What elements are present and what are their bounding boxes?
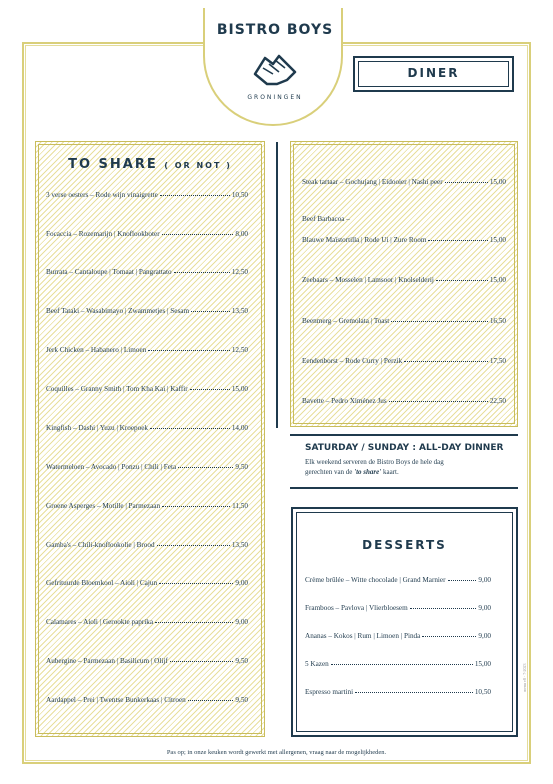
handshake-icon: [249, 44, 301, 90]
to-share-item: [46, 191, 248, 199]
dessert-item-name: Framboos – Pavlova | Vlierbloesem: [305, 604, 408, 612]
mains-item-name: Beenmerg – Gremolata | Toast: [302, 317, 390, 325]
to-share-item-name: Calamares – Aioli | Gerookte paprika: [46, 618, 154, 626]
weekend-line2-post: kaart.: [381, 468, 399, 476]
mains-item-leader: [428, 240, 487, 241]
mains-item: [302, 317, 506, 325]
to-share-item-price: 9,00: [235, 618, 248, 626]
to-share-item-price: 9,50: [235, 463, 248, 471]
mains-item-price: 22,50: [489, 397, 506, 405]
to-share-item-price: 12,50: [231, 346, 248, 354]
mains-item: [302, 357, 506, 365]
to-share-item: [46, 502, 248, 510]
to-share-item-leader: [188, 700, 234, 701]
mains-item-name: Steak tartaar – Gochujang | Eidooier | Nashi peer: [302, 178, 443, 186]
to-share-item-name: Aardappel – Prei | Twentse Bunkerkaas | Citroen: [46, 696, 186, 704]
logo-city: GRONINGEN: [247, 94, 303, 101]
dessert-item-name: 5 Kazen: [305, 660, 329, 668]
mains-item: [302, 276, 506, 284]
to-share-item-name: Burrata – Cantaloupe | Tomaat | Pangrattato: [46, 268, 172, 276]
dessert-item-price: 9,00: [478, 576, 491, 584]
mains-item-leader: [389, 401, 488, 402]
to-share-item-name: Beef Tataki – Wasabimayo | Zwammetjes | Sesam: [46, 307, 190, 315]
diner-title: DINER: [407, 66, 460, 80]
to-share-item: [46, 541, 248, 549]
to-share-item-name: Coquilles – Granny Smith | Tom Kha Kai | Kaffir: [46, 385, 188, 393]
to-share-item-name: Focaccia – Rozemarijn | Knoflookboter: [46, 230, 160, 238]
mains-item-price: 15,00: [489, 276, 506, 284]
mains-item: [302, 178, 506, 186]
to-share-item: [46, 463, 248, 471]
to-share-item-name: Gefrituurde Bloemkool – Aioli | Cajun: [46, 579, 158, 587]
mains-item: [302, 236, 506, 244]
weekend-line2-pre: gerechten van de: [305, 468, 355, 476]
to-share-item-leader: [170, 661, 234, 662]
to-share-item: [46, 696, 248, 704]
to-share-item: [46, 268, 248, 276]
dessert-item-name: Ananas – Kokos | Rum | Limoen | Pinda: [305, 632, 421, 640]
mains-item-leader: [391, 321, 488, 322]
dessert-item: [305, 660, 491, 668]
to-share-item-price: 15,00: [231, 385, 248, 393]
dessert-item-leader: [355, 692, 473, 693]
dessert-item-leader: [422, 636, 476, 637]
to-share-item-leader: [191, 311, 230, 312]
to-share-item-name: Jerk Chicken – Habanero | Limoen: [46, 346, 147, 354]
to-share-item-price: 9,50: [235, 696, 248, 704]
mains-item-leader: [404, 361, 488, 362]
weekend-title: SATURDAY / SUNDAY : ALL-DAY DINNER: [305, 443, 504, 453]
to-share-item-price: 9,50: [235, 657, 248, 665]
to-share-item-leader: [174, 272, 230, 273]
to-share-item: [46, 424, 248, 432]
weekend-line2-emphasis: 'to share': [354, 468, 382, 476]
to-share-item-leader: [155, 622, 233, 623]
to-share-item: [46, 307, 248, 315]
dessert-item-price: 9,00: [478, 604, 491, 612]
allergen-note: Pas op; in onze keuken wordt gewerkt met allergenen, vraag naar de mogelijkheden.: [166, 749, 387, 756]
to-share-item-name: 3 verse oesters – Rode wijn vinaigrette: [46, 191, 158, 199]
mains-item-price: 16,50: [489, 317, 506, 325]
to-share-item-price: 13,50: [231, 307, 248, 315]
to-share-item-price: 9,00: [235, 579, 248, 587]
to-share-item: [46, 657, 248, 665]
to-share-item-name: Groene Asperges – Motille | Parmezaan: [46, 502, 161, 510]
dessert-item: [305, 576, 491, 584]
to-share-title: [35, 157, 265, 172]
logo-title: BISTRO BOYS: [216, 22, 334, 38]
weekend-rule-bottom: [290, 487, 518, 489]
to-share-item: [46, 618, 248, 626]
dessert-item-price: 9,00: [478, 632, 491, 640]
to-share-item-price: 11,50: [232, 502, 248, 510]
mains-item-name: Beef Barbacoa –: [302, 215, 350, 223]
mains-item-price: 17,50: [489, 357, 506, 365]
mains-item-name: Zeebaars – Mosselen | Lamsoor | Knolselderij: [302, 276, 434, 284]
to-share-item: [46, 346, 248, 354]
to-share-item-leader: [162, 234, 234, 235]
to-share-item-price: 13,50: [231, 541, 248, 549]
to-share-item-leader: [157, 545, 230, 546]
to-share-item: [46, 385, 248, 393]
to-share-item-price: 12,50: [231, 268, 248, 276]
to-share-item-name: Kingfish – Dashi | Yuzu | Kroepoek: [46, 424, 149, 432]
desserts-title: DESSERTS: [362, 538, 447, 552]
diner-header-box: [353, 56, 514, 92]
to-share-item-leader: [150, 428, 230, 429]
to-share-item: [46, 579, 248, 587]
mains-item-name: Eendenborst – Rode Curry | Perzik: [302, 357, 403, 365]
dessert-item: [305, 688, 491, 696]
to-share-subtitle: ( OR NOT ): [164, 161, 232, 170]
column-divider: [276, 142, 278, 428]
dessert-item-price: 15,00: [474, 660, 491, 668]
to-share-item-leader: [162, 506, 230, 507]
dessert-item: [305, 604, 491, 612]
weekend-text: [305, 457, 515, 477]
to-share-item-price: 10,50: [231, 191, 248, 199]
to-share-item-leader: [159, 583, 233, 584]
dessert-item-leader: [410, 608, 477, 609]
mains-item-name: Bavette – Pedro Ximénez Jus: [302, 397, 387, 405]
mains-item-leader: [436, 280, 488, 281]
mains-item-price: 15,00: [489, 178, 506, 186]
logo-arch: [203, 8, 343, 126]
dessert-item-name: Crème brûlée – Witte chocolade | Grand Marnier: [305, 576, 446, 584]
to-share-item-leader: [178, 467, 233, 468]
to-share-item-leader: [148, 350, 230, 351]
dessert-item-price: 10,50: [474, 688, 491, 696]
mains-item: [302, 215, 506, 223]
to-share-item-price: 8,00: [235, 230, 248, 238]
mains-item-name: Blauwe Maïstortilla | Rode Ui | Zure Room: [302, 236, 427, 244]
to-share-item-leader: [190, 389, 230, 390]
to-share-item-leader: [160, 195, 230, 196]
to-share-item-name: Gamba's – Chili-knoflookolie | Brood: [46, 541, 155, 549]
dessert-item-leader: [448, 580, 477, 581]
dessert-item: [305, 632, 491, 640]
to-share-heading: TO SHARE: [68, 157, 158, 172]
dessert-item-name: Espresso martini: [305, 688, 354, 696]
dessert-item-leader: [331, 664, 473, 665]
side-note: menu v8 · 7-2023: [522, 663, 527, 692]
to-share-item: [46, 230, 248, 238]
weekend-line1: Elk weekend serveren de Bistro Boys de hele dag: [305, 458, 444, 466]
bistro-boys-logo: [205, 8, 345, 126]
weekend-rule-top: [290, 434, 518, 436]
mains-item: [302, 397, 506, 405]
mains-panel-inner: [293, 144, 515, 424]
to-share-item-price: 14,00: [231, 424, 248, 432]
mains-item-leader: [445, 182, 488, 183]
mains-item-price: 15,00: [489, 236, 506, 244]
to-share-item-name: Watermeloen – Avocado | Ponzu | Chili | Feta: [46, 463, 177, 471]
to-share-item-name: Aubergine – Parmezaan | Basilicum | Olijf: [46, 657, 168, 665]
